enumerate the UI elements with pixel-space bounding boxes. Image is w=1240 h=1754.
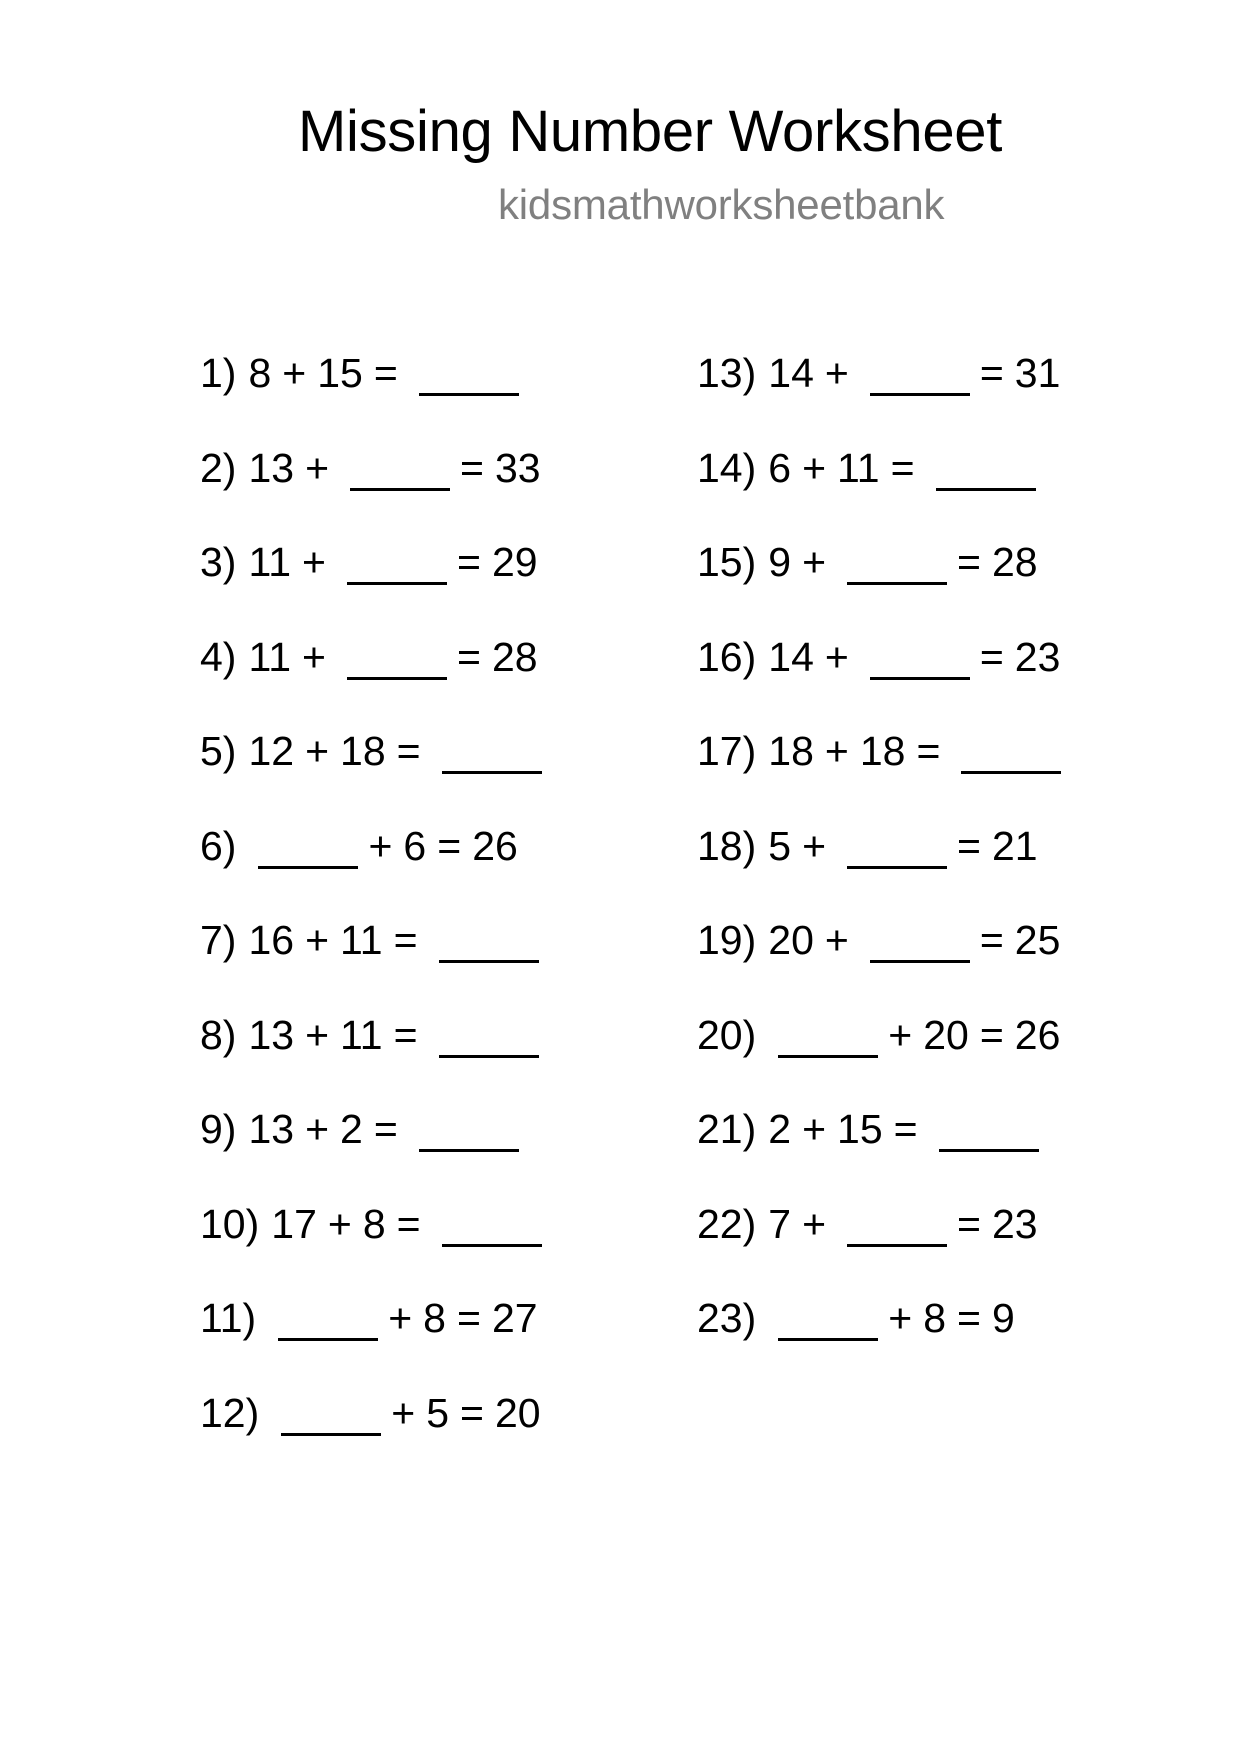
answer-blank[interactable] <box>870 345 970 396</box>
problem-row <box>200 1007 552 1102</box>
equals-sign: = <box>979 350 1004 396</box>
operand: 8 <box>362 1200 386 1247</box>
operand: 18 <box>768 728 814 774</box>
plus-sign: + <box>824 728 849 774</box>
equals-sign: = <box>460 444 484 491</box>
plus-sign: + <box>802 1200 827 1247</box>
problem-row <box>697 818 1071 913</box>
problem-row <box>697 1101 1071 1196</box>
plus-sign: + <box>824 633 849 680</box>
operand: 2 <box>340 1106 363 1152</box>
problem-column-right <box>697 345 1071 1385</box>
problem-number: 19) <box>697 917 757 963</box>
equals-sign: = <box>393 1011 418 1058</box>
operand: 16 <box>248 917 295 963</box>
operand: 18 <box>859 728 906 774</box>
problem-number: 8) <box>200 1011 237 1058</box>
operand: 11 <box>248 539 292 585</box>
plus-sign: + <box>888 1295 913 1341</box>
plus-sign: + <box>305 1011 330 1058</box>
plus-sign: + <box>824 917 849 963</box>
problem-row <box>200 1385 552 1480</box>
operand: 5 <box>768 822 792 869</box>
plus-sign: + <box>388 1295 413 1341</box>
operand: 29 <box>491 539 538 585</box>
equals-sign: = <box>437 822 462 869</box>
equals-sign: = <box>979 633 1004 680</box>
equals-sign: = <box>456 1295 481 1341</box>
problem-number: 6) <box>200 822 237 869</box>
problem-row <box>200 1290 552 1385</box>
answer-blank[interactable] <box>778 1007 878 1058</box>
problem-number: 20) <box>697 1011 757 1058</box>
problem-row <box>697 1196 1071 1291</box>
problem-number: 2) <box>200 444 237 491</box>
operand: 2 <box>768 1106 792 1152</box>
operand: 11 <box>340 917 383 963</box>
problem-number: 12) <box>200 1389 260 1436</box>
plus-sign: + <box>302 633 326 680</box>
problem-number: 7) <box>200 917 237 963</box>
operand: 23 <box>1014 633 1061 680</box>
problem-row <box>200 1196 552 1291</box>
operand: 26 <box>472 822 518 869</box>
answer-blank[interactable] <box>439 1007 539 1058</box>
equals-sign: = <box>957 1295 981 1341</box>
problem-number: 14) <box>697 444 757 491</box>
answer-blank[interactable] <box>847 1196 947 1247</box>
answer-blank[interactable] <box>870 629 970 680</box>
equals-sign: = <box>957 1200 981 1247</box>
problem-column-left <box>200 345 552 1479</box>
equals-sign: = <box>916 728 941 774</box>
operand: 14 <box>768 633 814 680</box>
operand: 11 <box>837 444 880 491</box>
problem-number: 3) <box>200 539 237 585</box>
problem-row <box>200 534 552 629</box>
problem-number: 21) <box>697 1106 757 1152</box>
problem-row <box>697 1290 1071 1385</box>
problem-row <box>200 723 552 818</box>
equals-sign: = <box>396 728 421 774</box>
plus-sign: + <box>391 1389 416 1436</box>
operand: 26 <box>1014 1011 1061 1058</box>
answer-blank[interactable] <box>847 534 947 585</box>
equals-sign: = <box>460 1389 484 1436</box>
operand: 11 <box>248 633 292 680</box>
plus-sign: + <box>368 822 393 869</box>
operand: 21 <box>991 822 1038 869</box>
problem-number: 13) <box>697 350 757 396</box>
problem-row <box>200 629 552 724</box>
answer-blank[interactable] <box>258 818 358 869</box>
problem-number: 11) <box>200 1295 257 1341</box>
plus-sign: + <box>888 1011 913 1058</box>
plus-sign: + <box>305 917 330 963</box>
plus-sign: + <box>802 1106 827 1152</box>
problem-number: 23) <box>697 1295 757 1341</box>
plus-sign: + <box>302 539 326 585</box>
equals-sign: = <box>373 350 398 396</box>
operand: 9 <box>768 539 792 585</box>
operand: 8 <box>423 1295 446 1341</box>
equals-sign: = <box>456 633 481 680</box>
problem-number: 4) <box>200 633 237 680</box>
operand: 27 <box>491 1295 538 1341</box>
operand: 23 <box>991 1200 1038 1247</box>
problem-number: 17) <box>697 728 757 774</box>
operand: 6 <box>403 822 427 869</box>
plus-sign: + <box>327 1200 352 1247</box>
problem-number: 9) <box>200 1106 237 1152</box>
operand: 33 <box>494 444 541 491</box>
equals-sign: = <box>890 444 915 491</box>
answer-blank[interactable] <box>281 1385 381 1436</box>
operand: 28 <box>991 539 1038 585</box>
equals-sign: = <box>393 917 418 963</box>
operand: 18 <box>340 728 386 774</box>
answer-blank[interactable] <box>278 1290 378 1341</box>
operand: 15 <box>317 350 363 396</box>
operand: 13 <box>248 1106 295 1152</box>
answer-blank[interactable] <box>847 818 947 869</box>
operand: 15 <box>837 1106 883 1152</box>
answer-blank[interactable] <box>961 723 1061 774</box>
equals-sign: = <box>396 1200 421 1247</box>
problem-row <box>697 912 1071 1007</box>
operand: 31 <box>1014 350 1061 396</box>
problem-row <box>200 440 552 535</box>
equals-sign: = <box>373 1106 398 1152</box>
answer-blank[interactable] <box>350 440 450 491</box>
equals-sign: = <box>979 1011 1004 1058</box>
problem-number: 16) <box>697 633 757 680</box>
problem-number: 1) <box>200 350 237 396</box>
operand: 20 <box>768 917 814 963</box>
equals-sign: = <box>456 539 481 585</box>
problem-row <box>697 345 1071 440</box>
operand: 5 <box>426 1389 450 1436</box>
operand: 7 <box>768 1200 792 1247</box>
problem-row <box>697 440 1071 535</box>
answer-blank[interactable] <box>347 534 447 585</box>
operand: 13 <box>248 1011 295 1058</box>
answer-blank[interactable] <box>870 912 970 963</box>
operand: 20 <box>494 1389 541 1436</box>
equals-sign: = <box>979 917 1004 963</box>
plus-sign: + <box>305 728 330 774</box>
operand: 9 <box>991 1295 1015 1341</box>
answer-blank[interactable] <box>778 1290 878 1341</box>
problem-row <box>200 818 552 913</box>
answer-blank[interactable] <box>347 629 447 680</box>
operand: 12 <box>248 728 295 774</box>
page-title: Missing Number Worksheet <box>298 99 1003 164</box>
plus-sign: + <box>824 350 849 396</box>
problem-row <box>200 1101 552 1196</box>
problem-number: 10) <box>200 1200 260 1247</box>
problem-row <box>697 1007 1071 1102</box>
problem-number: 18) <box>697 822 757 869</box>
problem-number: 22) <box>697 1200 757 1247</box>
operand: 25 <box>1014 917 1061 963</box>
operand: 11 <box>340 1011 383 1058</box>
problem-row <box>697 629 1071 724</box>
equals-sign: = <box>957 539 981 585</box>
answer-blank[interactable] <box>939 1101 1039 1152</box>
operand: 6 <box>768 444 792 491</box>
problem-row <box>200 912 552 1007</box>
plus-sign: + <box>305 444 330 491</box>
plus-sign: + <box>802 822 827 869</box>
operand: 13 <box>248 444 295 491</box>
plus-sign: + <box>802 539 827 585</box>
answer-blank[interactable] <box>442 723 542 774</box>
answer-blank[interactable] <box>936 440 1036 491</box>
answer-blank[interactable] <box>439 912 539 963</box>
plus-sign: + <box>282 350 307 396</box>
plus-sign: + <box>305 1106 330 1152</box>
problem-row <box>697 534 1071 629</box>
site-name: kidsmathworksheetbank <box>498 181 945 228</box>
plus-sign: + <box>802 444 827 491</box>
answer-blank[interactable] <box>442 1196 542 1247</box>
problem-row <box>697 723 1071 818</box>
problem-number: 15) <box>697 539 757 585</box>
equals-sign: = <box>957 822 981 869</box>
operand: 20 <box>923 1011 969 1058</box>
operand: 8 <box>248 350 272 396</box>
answer-blank[interactable] <box>419 1101 519 1152</box>
operand: 8 <box>923 1295 947 1341</box>
equals-sign: = <box>893 1106 918 1152</box>
operand: 28 <box>491 633 538 680</box>
problem-row <box>200 345 552 440</box>
operand: 14 <box>768 350 814 396</box>
problem-number: 5) <box>200 728 237 774</box>
answer-blank[interactable] <box>419 345 519 396</box>
operand: 17 <box>271 1200 317 1247</box>
